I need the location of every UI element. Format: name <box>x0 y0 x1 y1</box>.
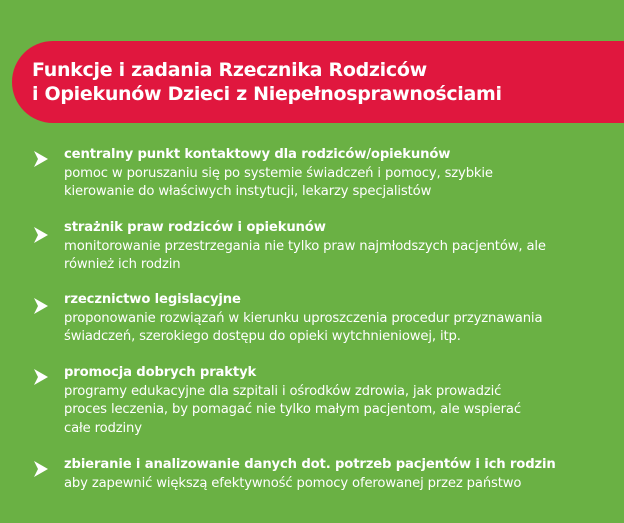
list-item-description <box>64 383 620 439</box>
list-item-title: centralny punkt kontaktowy dla rodziców/opiekunów <box>64 147 451 162</box>
page-title-line-2: i Opiekunów Dzieci z Niepełnosprawnościami <box>32 83 502 105</box>
description-line: programy edukacyjne dla szpitali i ośrodków zdrowia, jak prowadzić <box>64 383 502 399</box>
arrow-bullet-icon <box>33 150 49 168</box>
list-item-description <box>64 475 620 494</box>
description-line: monitorowanie przestrzegania nie tylko praw najmłodszych pacjentów, ale <box>64 238 546 254</box>
description-line: kierowanie do właściwych instytucji, lekarzy specjalistów <box>64 184 432 199</box>
list-item-description <box>64 238 620 275</box>
page-title-line-1: Funkcje i zadania Rzecznika Rodziców <box>32 59 427 81</box>
description-line: aby zapewnić większą efektywność pomocy oferowanej przez państwo <box>64 475 522 491</box>
list-item-title: promocja dobrych praktyk <box>64 365 257 380</box>
list-item-title: strażnik praw rodziców i opiekunów <box>64 220 326 235</box>
description-line: świadczeń, szerokiego dostępu do opieki wytchnieniowej, itp. <box>64 329 461 344</box>
description-line: pomoc w poruszaniu się po systemie świadczeń i pomocy, szybkie <box>64 165 493 181</box>
arrow-bullet-icon <box>33 226 49 244</box>
description-line: proces leczenia, by pomagać nie tylko małym pacjentom, ale wspierać <box>64 402 521 417</box>
list-item-title: rzecznictwo legislacyjne <box>64 292 241 307</box>
description-line: proponowanie rozwiązań w kierunku uproszczenia procedur przyznawania <box>64 310 543 326</box>
arrow-bullet-icon <box>33 460 49 478</box>
arrow-bullet-icon <box>33 368 49 386</box>
arrow-bullet-icon <box>33 297 49 315</box>
list-item-description <box>64 310 620 347</box>
list-item-title: zbieranie i analizowanie danych dot. potrzeb pacjentów i ich rodzin <box>64 457 556 472</box>
description-line: całe rodziny <box>64 420 142 436</box>
description-line: również ich rodzin <box>64 257 181 272</box>
list-item-description <box>64 165 620 202</box>
